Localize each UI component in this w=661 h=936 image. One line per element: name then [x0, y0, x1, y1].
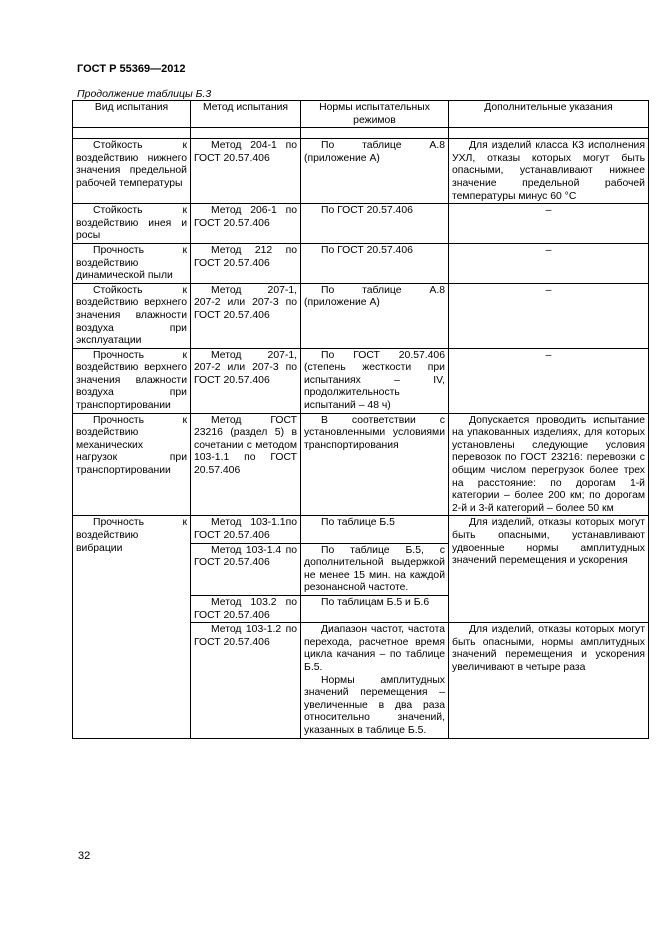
- cell-test: Прочность к воздействию динамической пыли: [73, 243, 191, 283]
- cell-method: Метод 206-1 по ГОСТ 20.57.406: [191, 204, 301, 244]
- cell-notes: Для изделий, отказы которых могут быть опасными, устанавливают удвоенные нормы амплитудных значений перемещения и ускорения: [449, 516, 649, 623]
- cell-notes: Для изделий, отказы которых могут быть опасными, нормы амплитудных значений перемещения и ускорения увеличивают в четыре раза: [449, 623, 649, 738]
- col-header-test: Вид испытания: [73, 101, 191, 128]
- col-header-norms: Нормы испытательных режимов: [301, 101, 449, 128]
- table-row: [73, 516, 649, 543]
- cell-method: Метод 207-1, 207-2 или 207-3 по ГОСТ 20.57.406: [191, 348, 301, 413]
- cell-norms: По ГОСТ 20.57.406: [301, 204, 449, 244]
- cell-notes: –: [449, 243, 649, 283]
- cell-notes: –: [449, 283, 649, 348]
- cell-test: Стойкость к воздействию верхнего значения влажности воздуха при эксплуатации: [73, 283, 191, 348]
- cell-method: Метод 103.2 по ГОСТ 20.57.406: [191, 595, 301, 622]
- spacer-row: [73, 128, 649, 139]
- cell-method: Метод ГОСТ 23216 (раздел 5) в сочетании с методом 103-1.1 по ГОСТ 20.57.406: [191, 413, 301, 516]
- col-header-notes: Дополнительные указания: [449, 101, 649, 128]
- cell-test: Стойкость к воздействию инея и росы: [73, 204, 191, 244]
- cell-norms: В соответствии с установленными условиями транспортирования: [301, 413, 449, 516]
- cell-method: Метод 204-1 по ГОСТ 20.57.406: [191, 139, 301, 204]
- col-header-method: Метод испытания: [191, 101, 301, 128]
- cell-norms: По таблице Б.5: [301, 516, 449, 543]
- cell-notes: Допускается проводить испытание на упакованных изделиях, для которых установлены следующие условия перевозок по ГОСТ 23216: перевозки с общим числом перегрузок более трех на расстояние: по дорогам 1-й категории – более 200 км; по дорогам 2-й и 3-й категорий – более 50 км: [449, 413, 649, 516]
- table-row: [73, 413, 649, 516]
- table-caption: Продолжение таблицы Б.3: [77, 88, 212, 100]
- cell-method: Метод 103-1.2 по ГОСТ 20.57.406: [191, 623, 301, 738]
- table-row: [73, 204, 649, 244]
- cell-norms: По таблице Б.5, с дополнительной выдержкой не менее 15 мин. на каждой резонансной частоте.: [301, 543, 449, 595]
- cell-notes: –: [449, 204, 649, 244]
- cell-norms: По ГОСТ 20.57.406: [301, 243, 449, 283]
- table-header-row: [73, 101, 649, 128]
- table-row: [73, 139, 649, 204]
- norms-paragraph: Нормы амплитудных значений перемещения – увеличенные в два раза относительно значений, указанных в таблице Б.5.: [304, 674, 445, 736]
- cell-norms: По таблицам Б.5 и Б.6: [301, 595, 449, 622]
- cell-method: Метод 103-1.4 по ГОСТ 20.57.406: [191, 543, 301, 595]
- cell-test: Прочность к воздействию верхнего значения влажности воздуха при транспортировании: [73, 348, 191, 413]
- cell-method: Метод 207-1, 207-2 или 207-3 по ГОСТ 20.57.406: [191, 283, 301, 348]
- cell-method: Метод 103-1.1по ГОСТ 20.57.406: [191, 516, 301, 543]
- norms-paragraph: Диапазон частот, частота перехода, расчетное время цикла качания – по таблице Б.5.: [304, 624, 445, 673]
- cell-notes: –: [449, 348, 649, 413]
- test-table: [72, 100, 649, 739]
- cell-norms: По таблице А.8 (приложение А): [301, 139, 449, 204]
- cell-norms: По ГОСТ 20.57.406 (степень жесткости при испытаниях – IV, продолжительность испытаний – 48 ч): [301, 348, 449, 413]
- document-header: ГОСТ Р 55369—2012: [77, 63, 186, 75]
- cell-test: Стойкость к воздействию нижнего значения предельной рабочей температуры: [73, 139, 191, 204]
- cell-norms: По таблице А.8 (приложение А): [301, 283, 449, 348]
- cell-notes: Для изделий класса К3 исполнения УХЛ, отказы которых могут быть опасными, устанавливают нижнее значение предельной рабочей температуры минус 60 °С: [449, 139, 649, 204]
- cell-test: Прочность к воздействию механических нагрузок при транспортировании: [73, 413, 191, 516]
- cell-method: Метод 212 по ГОСТ 20.57.406: [191, 243, 301, 283]
- cell-test: Прочность к воздействию вибрации: [73, 516, 191, 738]
- table-row: [73, 348, 649, 413]
- table-row: [73, 243, 649, 283]
- cell-norms: [301, 623, 449, 738]
- table-row: [73, 283, 649, 348]
- page-number: 32: [78, 850, 91, 862]
